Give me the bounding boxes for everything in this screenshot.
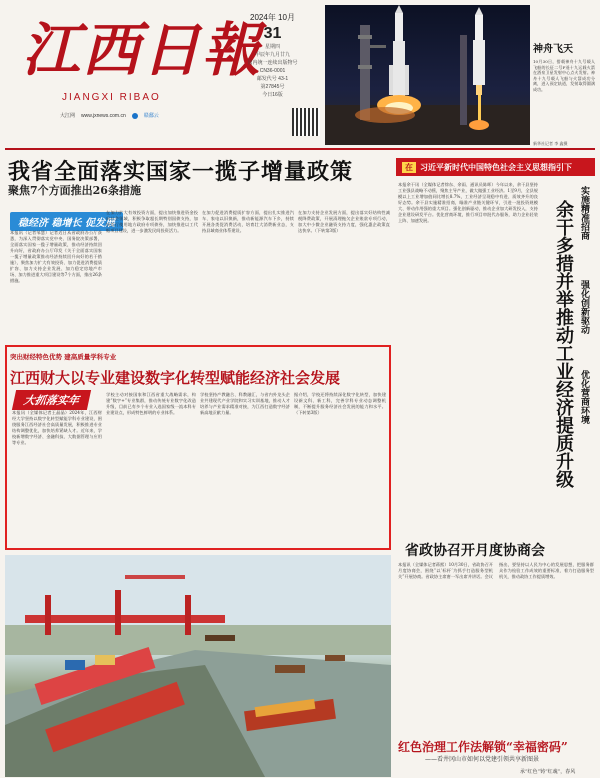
site-url[interactable]: www.jxnews.com.cn: [81, 112, 126, 119]
sidebar-side-1: 实施精准招商: [579, 186, 589, 240]
feature-col-4: 据介绍，学校还将持续深化数字化转型，加快建设新文科、新工科，完善学科专业动态调整机制，不断提升服务经济社会发展的能力和水平。（下转第3版）: [294, 392, 386, 415]
section4-tag: 承“红色”铸“红魂”，春风: [520, 769, 576, 775]
sidebar-banner: [396, 158, 595, 176]
lead-badge: 稳经济 稳增长 促发展: [10, 212, 123, 231]
feature-headline[interactable]: 江西财大以专业建设数字化转型赋能经济社会发展: [10, 369, 341, 387]
sidebar-body: 本报余干讯（全媒体记者徐东、余雨、通讯员陈晖）今年以来，余干县坚持工业强县战略不动摇，聚焦主导产业，做大做强工业经济。1至9月，全县规模以上工业增加值同比增长8.7%，工业经济呈现稳中有进、质效齐升的良好态势。余干县实施精准招商，瞄准产业链关键环节，引进一批投资规模大、带动作用强的重大项目。强化创新驱动，推动企业加大研发投入，支持企业建设研发平台。优化营商环境，推行项目审批代办服务，助力企业轻装上阵、加速发展。: [398, 182, 538, 223]
hero-credit: 新华社记者 李 鑫摄: [533, 141, 568, 146]
port-illustration: [5, 555, 391, 777]
issue-line-1: 国内统一连续出版物号: [247, 60, 298, 66]
feature-kicker: 突出财经特色优势 建高质量学科专业: [10, 353, 117, 361]
lead-col-1: 本报讯（记者邹慧）记者近日从省政府办公厅获悉，为深入贯彻落实党中央、国务院决策部署，全面落实国家一揽子增量政策，推动经济持续回升向好，省政府办公厅印发《关于全面落实国家一揽子增量政策推动经济持续回升向好的若干措施》，聚焦加力扩大有效投资、加力促进消费提质扩容、加力支持企业发展、加力稳定房地产市场、加力推进重大项目建设等7个方面，推出26条措施。: [10, 230, 102, 283]
banner-mark-icon: 在: [402, 162, 416, 173]
lead-subhead: 聚焦7个方面推出26条措施: [8, 184, 141, 197]
sidebar-side-2: 强化创新驱动: [579, 280, 589, 334]
hero-caption: 10月30日，搭载神舟十九号载人飞船的长征二号F遥十九运载火箭在酒泉卫星发射中心点火发射。神舟十九号载人飞船与火箭成功分离，进入预定轨道，发射取得圆满成功。: [533, 59, 595, 92]
date-day: 31: [263, 25, 282, 42]
masthead-pinyin: JIANGXI RIBAO: [62, 92, 161, 103]
feature-col-1: 本报讯（全媒体记者王晶晶）2024年，江西财经大学坚持以数字化转型赋能学科专业建设，围绕服务江西经济社会高质量发展，积极推进专业结构调整优化，加快培养紧缺人才。近年来，学校新增数字经济、金融科技、大数据管理与应用等专业。: [12, 410, 102, 445]
issue-line-2: CN36-0001: [259, 68, 286, 74]
masthead-divider: [5, 148, 595, 150]
lead-col-2: 在加力扩大有效投资方面，提出加快推进资金投向社会领域，积极争取超长期特别国债支持，加快发行使用地方政府专项债券，加快推进以工代赈项目建设，进一步激发民间投资活力。: [106, 210, 198, 233]
feature-col-3: 学校坚持产教融合、科教融汇，与省内外龙头企业共建现代产业学院和实习实训基地，推动人才培养与产业需求精准对接，为江西打造数字经济新高地贡献力量。: [200, 392, 290, 415]
site-label: 大江网: [60, 113, 76, 119]
date-year-month: 2024年 10月: [250, 13, 295, 22]
issue-line-3: 邮发代号 43-1: [256, 76, 289, 82]
section3-headline[interactable]: 省政协召开月度协商会: [405, 543, 545, 559]
section3-body: 本报讯（全媒体记者蒋熙）10月30日，省政协召开月度协商会，围绕“以‘标杆’为抓手打造服务型机关”开展协商。省政协主席唐一军出席并讲话。会议指出，要坚持以人民为中心的发展思想，把服务群众作为检验工作成效的重要标准，着力打造服务型机关，推动政协工作提质增效。: [398, 562, 594, 579]
masthead-site: [60, 112, 159, 119]
date-weekday: 星期四: [264, 44, 280, 50]
lead-col-3: 在加力促进消费提质扩容方面，提出扎实推进汽车、家电以旧换新，推动新能源汽车下乡，持续开展各类促消费活动，培育壮大消费新业态，支持县域商业体系建设。: [202, 210, 294, 233]
sidebar-side-3: 优化营商环境: [579, 370, 589, 424]
rocket-launch-illustration: [325, 5, 530, 145]
date-lunar: 甲辰年九月廿九: [254, 52, 290, 58]
lead-headline[interactable]: 我省全面落实国家一揽子增量政策: [8, 159, 354, 185]
banner-text: 习近平新时代中国特色社会主义思想指引下: [420, 161, 572, 172]
sidebar-headline[interactable]: 余干多措并举推动工业经济提质升级: [553, 200, 574, 488]
app-icon: [132, 113, 138, 119]
feature-col-2: 学校主动对接国家和江西省重大战略需求，构建“数字+”专业集群，推动传统专业数字化改造升级，目前已有多个专业入选国家级一流本科专业建设点，形成特色鲜明的专业体系。: [106, 392, 196, 415]
hero-photo[interactable]: [325, 5, 530, 145]
issue-line-5: 今日16版: [262, 92, 283, 98]
masthead-logo: 江西日報: [22, 16, 263, 84]
issue-line-4: 第27845号: [260, 84, 285, 90]
qr-code-icon[interactable]: [292, 108, 320, 136]
hero-caption-block: [533, 40, 595, 147]
hero-label: 神舟飞天: [533, 44, 573, 55]
feature-badge: 大抓落实年: [12, 390, 91, 410]
section4-subhead: ——看井冈山市如何以党建引领共享新图景: [425, 756, 540, 763]
port-photo[interactable]: [5, 555, 391, 777]
section4-headline[interactable]: 红色治理工作法解锁“幸福密码”: [398, 740, 568, 754]
app-label: 赣鄱云: [143, 113, 159, 119]
lead-col-4: 在加力支持企业发展方面，提出落实好结构性减税降费政策，开展清理拖欠企业账款专项行动，加大中小微企业融资支持力度，强化惠企政策直达快享。（下转第3版）: [298, 210, 390, 233]
date-box: [230, 8, 315, 123]
